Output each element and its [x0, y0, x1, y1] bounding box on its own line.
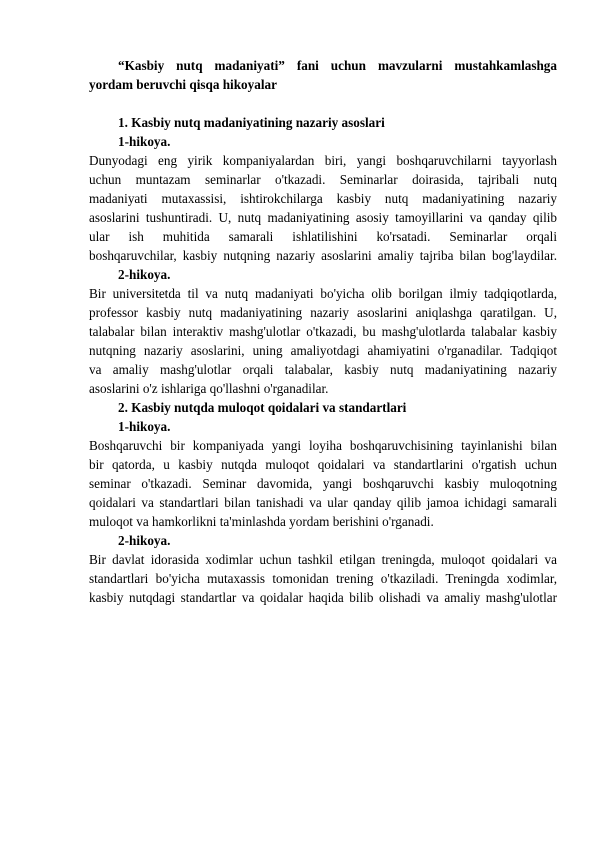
story-text-line: boshqaruvchilar, kasbiy nutqning nazariy asoslarini amaliy tajriba bilan bog'laydilar. [89, 248, 557, 263]
story-text-line: Bir davlat idorasida xodimlar uchun tashkil etilgan treningda, muloqot qoidalari va [89, 552, 557, 567]
story-label: 1-hikoya. [118, 419, 171, 434]
document-title-line-2: yordam beruvchi qisqa hikoyalar [89, 77, 277, 92]
section-heading: 2. Kasbiy nutqda muloqot qoidalari va standartlari [118, 400, 407, 415]
story-text-line: nutqning nazariy asoslarini, uning amaliyotdagi ahamiyatini o'rganadilar. Tadqiqot [89, 343, 557, 358]
spacer [89, 94, 557, 113]
story-text-line: Bir universitetda til va nutq madaniyati bo'yicha olib borilgan ilmiy tadqiqotlarda, [89, 286, 557, 301]
story-text-line: talabalar bilan interaktiv mashg'ulotlar o'tkazadi, bu mashg'ulotlarda talabalar kasbiy [89, 324, 557, 339]
story-text-line: bir qatorda, u kasbiy nutqda muloqot qoidalari va standartlarini o'rgatish uchun [89, 457, 557, 472]
story-text-line: uchun muntazam seminarlar o'tkazadi. Seminarlar doirasida, tajribali nutq [89, 172, 557, 187]
section-heading: 1. Kasbiy nutq madaniyatining nazariy asoslari [118, 115, 385, 130]
story-text-line: muloqot va hamkorlikni ta'minlashda yordam berishini o'rganadi. [89, 514, 434, 529]
story-text-line: standartlari bo'yicha mutaxassis tomonidan trening o'tkaziladi. Treningda xodimlar, [89, 571, 557, 586]
story-text-line: professor kasbiy nutq madaniyatining nazariy asoslarini aniqlashga qaratilgan. U, [89, 305, 557, 320]
story-text-line: seminar o'tkazadi. Seminar davomida, yangi boshqaruvchi kasbiy muloqotning [89, 476, 557, 491]
story-text-line: Dunyodagi eng yirik kompaniyalardan biri, yangi boshqaruvchilarni tayyorlash [89, 153, 557, 168]
story-label: 2-hikoya. [118, 267, 171, 282]
story-text-line: ular ish muhitida samarali ishlatilishini ko'rsatadi. Seminarlar orqali [89, 229, 557, 244]
story-text-line: Boshqaruvchi bir kompaniyada yangi loyiha boshqaruvchisining tayinlanishi bilan [89, 438, 557, 453]
document-title-line-1: “Kasbiy nutq madaniyati” fani uchun mavzularni mustahkamlashga [118, 58, 557, 73]
story-text-line: madaniyati mutaxassisi, ishtirokchilarga kasbiy nutq madaniyatining nazariy [89, 191, 557, 206]
story-text-line: qoidalari va standartlari bilan tanishadi va ular qanday qilib jamoa ichidagi samarali [89, 495, 557, 510]
story-text-line: kasbiy nutqdagi standartlar va qoidalar haqida bilib olishadi va amaliy mashg'ulotlar [89, 590, 557, 605]
document-page [89, 56, 557, 607]
story-text-line: va amaliy mashg'ulotlar orqali talabalar, kasbiy nutq madaniyatining nazariy [89, 362, 557, 377]
story-text-line: asoslarini tushuntiradi. U, nutq madaniyatining asosiy tamoyillarini va qanday qilib [89, 210, 557, 225]
story-label: 1-hikoya. [118, 134, 171, 149]
story-text-line: asoslarini o'z ishlariga qo'llashni o'rganadilar. [89, 381, 329, 396]
story-label: 2-hikoya. [118, 533, 171, 548]
